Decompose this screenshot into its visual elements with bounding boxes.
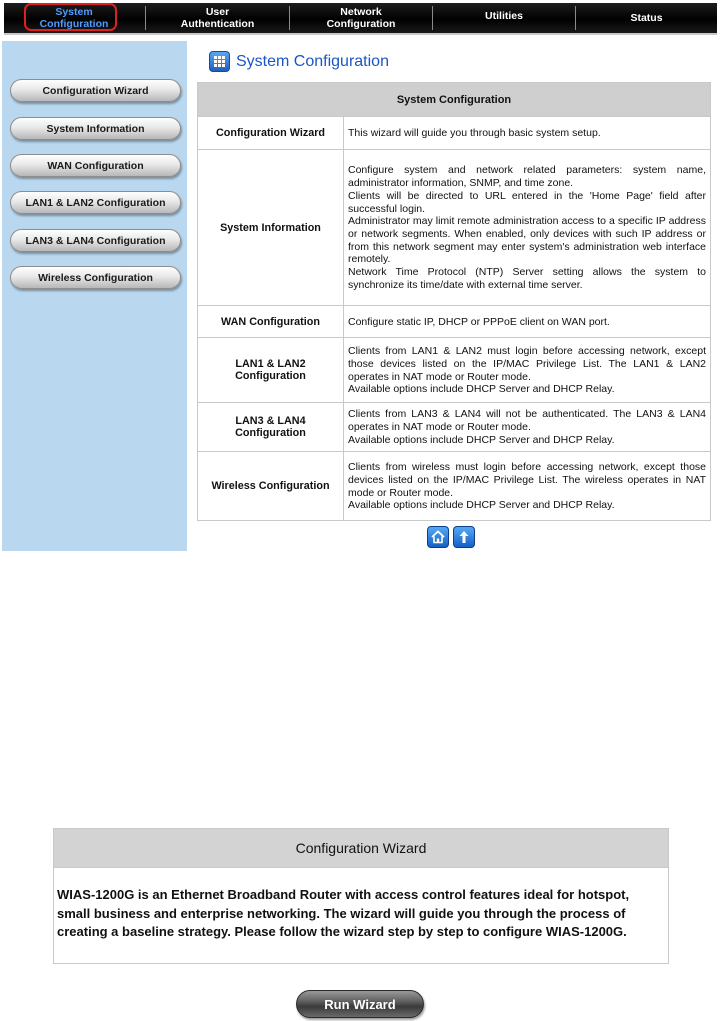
page-icons	[427, 526, 475, 548]
row-description: Configure static IP, DHCP or PPPoE client on WAN port.	[344, 306, 711, 338]
nav-item-utilities[interactable]: Utilities	[485, 10, 523, 22]
top-navigation	[0, 0, 721, 34]
table-header: System Configuration	[198, 83, 711, 117]
row-description: Configure system and network related parameters: system name, administrator information, SNMP, and time zone. Clients will be directed to URL entered in the 'Home Page' field after successful login. Administrator may limit remote administration access to a specific IP address or network segments. When enabled, only devices with such IP address or from this network segment may enter system's administration web interface remotely. Network Time Protocol (NTP) Server setting allows the system to synchronize its time/date with external time server.	[344, 150, 711, 306]
table-row	[198, 117, 711, 150]
nav-item-system-configuration[interactable]: System Configuration	[39, 6, 109, 30]
wizard-title: Configuration Wizard	[54, 829, 668, 868]
sidebar-item-wan-configuration[interactable]: WAN Configuration	[10, 154, 181, 177]
sidebar-item-system-information[interactable]: System Information	[10, 117, 181, 140]
system-configuration-table	[197, 82, 711, 521]
row-description: Clients from LAN3 & LAN4 will not be authenticated. The LAN3 & LAN4 operates in NAT mode or Router mode. Available options include DHCP Server and DHCP Relay.	[344, 403, 711, 452]
row-label: Wireless Configuration	[198, 452, 344, 521]
sidebar-item-lan3-lan4-configuration[interactable]: LAN3 & LAN4 Configuration	[10, 229, 181, 252]
run-wizard-button[interactable]: Run Wizard	[296, 990, 424, 1018]
wizard-description: WIAS-1200G is an Ethernet Broadband Router with access control features ideal for hotspot, small business and enterprise networking. The wizard will guide you through the process of creating a baseline strategy. Please follow the wizard step by step to configure WIAS-1200G.	[57, 887, 630, 939]
table-row	[198, 452, 711, 521]
back-to-top-icon[interactable]	[453, 526, 475, 548]
table-row	[198, 150, 711, 306]
row-description: Clients from wireless must login before accessing network, except those devices listed on the IP/MAC Privilege List. The wireless operates in NAT mode or Router mode. Available options include DHCP Server and DHCP Relay.	[344, 452, 711, 521]
page-title: System Configuration	[236, 52, 389, 70]
sidebar-item-wireless-configuration[interactable]: Wireless Configuration	[10, 266, 181, 289]
row-description: This wizard will guide you through basic system setup.	[344, 117, 711, 150]
row-label: LAN3 & LAN4 Configuration	[198, 403, 344, 452]
home-icon[interactable]	[427, 526, 449, 548]
table-row	[198, 403, 711, 452]
row-label: System Information	[198, 150, 344, 306]
sidebar	[2, 41, 187, 551]
table-row	[198, 306, 711, 338]
nav-item-user-authentication[interactable]: User Authentication	[180, 6, 255, 30]
row-label: WAN Configuration	[198, 306, 344, 338]
sidebar-item-configuration-wizard[interactable]: Configuration Wizard	[10, 79, 181, 102]
row-label: LAN1 & LAN2 Configuration	[198, 338, 344, 403]
grid-icon	[209, 51, 230, 72]
page-heading	[209, 51, 389, 72]
nav-item-network-configuration[interactable]: Network Configuration	[326, 6, 396, 30]
nav-item-status[interactable]: Status	[630, 12, 663, 24]
table-row	[198, 338, 711, 403]
row-description: Clients from LAN1 & LAN2 must login before accessing network, except those devices listed on the IP/MAC Privilege List. The LAN1 & LAN2 operates in NAT mode or Router mode. Available options include DHCP Server and DHCP Relay.	[344, 338, 711, 403]
sidebar-item-lan1-lan2-configuration[interactable]: LAN1 & LAN2 Configuration	[10, 191, 181, 214]
configuration-wizard-panel	[53, 828, 669, 964]
active-tab-highlight	[24, 3, 117, 31]
row-label: Configuration Wizard	[198, 117, 344, 150]
